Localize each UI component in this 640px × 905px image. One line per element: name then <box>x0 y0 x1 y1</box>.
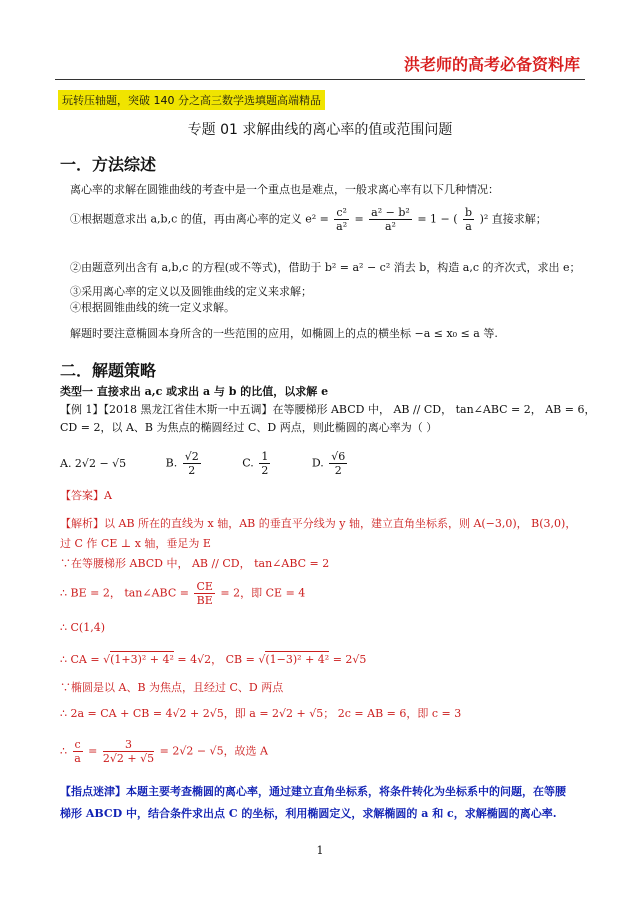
fraction-denominator: 2 <box>261 464 269 477</box>
step-4-prefix: ∴ CA = <box>60 653 100 666</box>
intro-text: 离心率的求解在圆锥曲线的考查中是一个重点也是难点，一般求离心率有以下几种情况： <box>70 183 499 196</box>
type1-heading: 类型一 直接求出 a,c 或求出 a 与 b 的比值，以求解 e <box>60 385 329 398</box>
method-4: ④根据圆锥曲线的统一定义求解。 <box>70 301 235 314</box>
tip-line-1: 【指点迷津】本题主要考查椭圆的离心率，通过建立直角坐标系，将条件转化为坐标系中的问题，在等腰 <box>60 785 566 798</box>
answer-label: 【答案】A <box>60 489 112 502</box>
range-note: 解题时要注意椭圆本身所含的一些范围的应用，如椭圆上的点的横坐标 −a ≤ x₀ ≤ a 等. <box>70 327 498 340</box>
method-1-mid: = 1 − ( <box>417 212 458 226</box>
option-a: A. 2√2 − √5 <box>60 456 127 470</box>
sqrt-sign: √ <box>258 653 266 666</box>
method-1 <box>70 206 547 233</box>
fraction-denominator: BE <box>196 594 213 607</box>
method-1-tail: )² 直接求解； <box>479 212 547 226</box>
solution-step-2 <box>60 580 305 607</box>
step-2-suffix: = 2，即 CE = 4 <box>220 586 306 600</box>
solution-step-6: ∴ 2a = CA + CB = 4√2 + 2√5，即 a = 2√2 + √5； 2c = AB = 6，即 c = 3 <box>60 707 462 720</box>
option-b <box>166 450 203 477</box>
equals-sign: = <box>354 212 364 226</box>
fraction-ce-be <box>194 580 214 607</box>
solution-step-3: ∴ C(1,4) <box>60 621 105 634</box>
step-7-prefix: ∴ <box>60 744 67 758</box>
section1-heading: 一．方法综述 <box>60 155 157 174</box>
option-d-label: D. <box>311 456 324 470</box>
method-2: ②由题意列出含有 a,b,c 的方程(或不等式)，借助于 b² = a² − c² 消去 b，构造 a,c 的齐次式，求出 e； <box>70 261 581 274</box>
equals-sign: = <box>88 744 98 758</box>
solution-step-1: ∵在等腰梯形 ABCD 中， AB // CD， tan∠ABC = 2 <box>60 557 330 570</box>
fraction-numerator: 1 <box>261 450 269 463</box>
fraction-c-a <box>73 738 83 765</box>
section2-heading: 二．解题策略 <box>60 361 157 380</box>
brand-title: 洪老师的高考必备资料库 <box>403 55 580 74</box>
option-d <box>312 450 349 477</box>
analysis-line-2: 过 C 作 CE ⊥ x 轴，垂足为 E <box>60 537 211 550</box>
example-line-2: CD = 2，以 A、B 为焦点的椭圆经过 C、D 两点，则此椭圆的离心率为（ ） <box>60 421 438 434</box>
step-4-suffix: = 2√5 <box>332 653 367 666</box>
fraction-a2b2-a2 <box>369 206 412 233</box>
fraction-numerator: c² <box>336 206 347 219</box>
option-c-label: C. <box>242 456 254 470</box>
fraction-c2-a2 <box>334 206 349 233</box>
option-d-fraction <box>329 450 347 477</box>
answer-options <box>60 450 385 477</box>
solution-step-7 <box>60 738 268 765</box>
fraction-3-over-a <box>103 738 154 765</box>
page-title: 专题 01 求解曲线的离心率的值或范围问题 <box>187 122 453 138</box>
fraction-denominator: 2√2 + √5 <box>102 752 155 765</box>
example-line-1: 【例 1】【2018 黑龙江省佳木斯一中五调】在等腰梯形 ABCD 中， AB // CD， tan∠ABC = 2， AB = 6， <box>60 403 596 416</box>
step-7-suffix: = 2√2 − √5，故选 A <box>159 744 269 758</box>
fraction-numerator: √2 <box>184 450 199 463</box>
option-b-label: B. <box>165 456 178 470</box>
fraction-numerator: b <box>465 206 473 219</box>
fraction-numerator: CE <box>196 580 213 593</box>
fraction-numerator: c <box>74 738 81 751</box>
fraction-b-a <box>463 206 474 233</box>
series-badge: 玩转压轴题，突破 140 分之高三数学选填题高端精品 <box>58 90 325 110</box>
fraction-denominator: 2 <box>188 464 196 477</box>
fraction-numerator: a² − b² <box>371 206 410 219</box>
option-c <box>242 450 272 477</box>
fraction-numerator: 3 <box>103 738 154 752</box>
option-b-fraction <box>183 450 201 477</box>
option-c-fraction <box>259 450 270 477</box>
tip-line-2: 梯形 ABCD 中，结合条件求出点 C 的坐标，利用椭圆定义，求解椭圆的 a 和 c，求解椭圆的离心率. <box>60 807 557 820</box>
sqrt-sign: √ <box>103 653 111 666</box>
fraction-denominator: 2 <box>334 464 342 477</box>
header-divider <box>55 79 585 80</box>
fraction-denominator: a <box>74 752 81 765</box>
analysis-line-1: 【解析】以 AB 所在的直线为 x 轴，AB 的垂直平分线为 y 轴，建立直角坐标系，则 A(−3,0)， B(3,0)， <box>60 517 577 530</box>
radicand-cb: (1−3)² + 4² <box>265 653 330 666</box>
fraction-numerator: √6 <box>331 450 346 463</box>
solution-step-4 <box>60 652 366 668</box>
fraction-denominator: a² <box>336 220 348 233</box>
radicand-ca: (1+3)² + 4² <box>110 653 174 666</box>
method-3: ③采用离心率的定义以及圆锥曲线的定义来求解； <box>70 285 312 298</box>
solution-step-5: ∵椭圆是以 A、B 为焦点，且经过 C、D 两点 <box>60 681 284 694</box>
method-1-text: ①根据题意求出 a,b,c 的值，再由离心率的定义 e² = <box>70 212 329 226</box>
step-2-prefix: ∴ BE = 2， tan∠ABC = <box>60 586 189 600</box>
page-number: 1 <box>316 844 324 857</box>
step-4-middle: = 4√2， CB = <box>177 653 255 666</box>
fraction-denominator: a <box>465 220 472 233</box>
fraction-denominator: a² <box>385 220 396 233</box>
